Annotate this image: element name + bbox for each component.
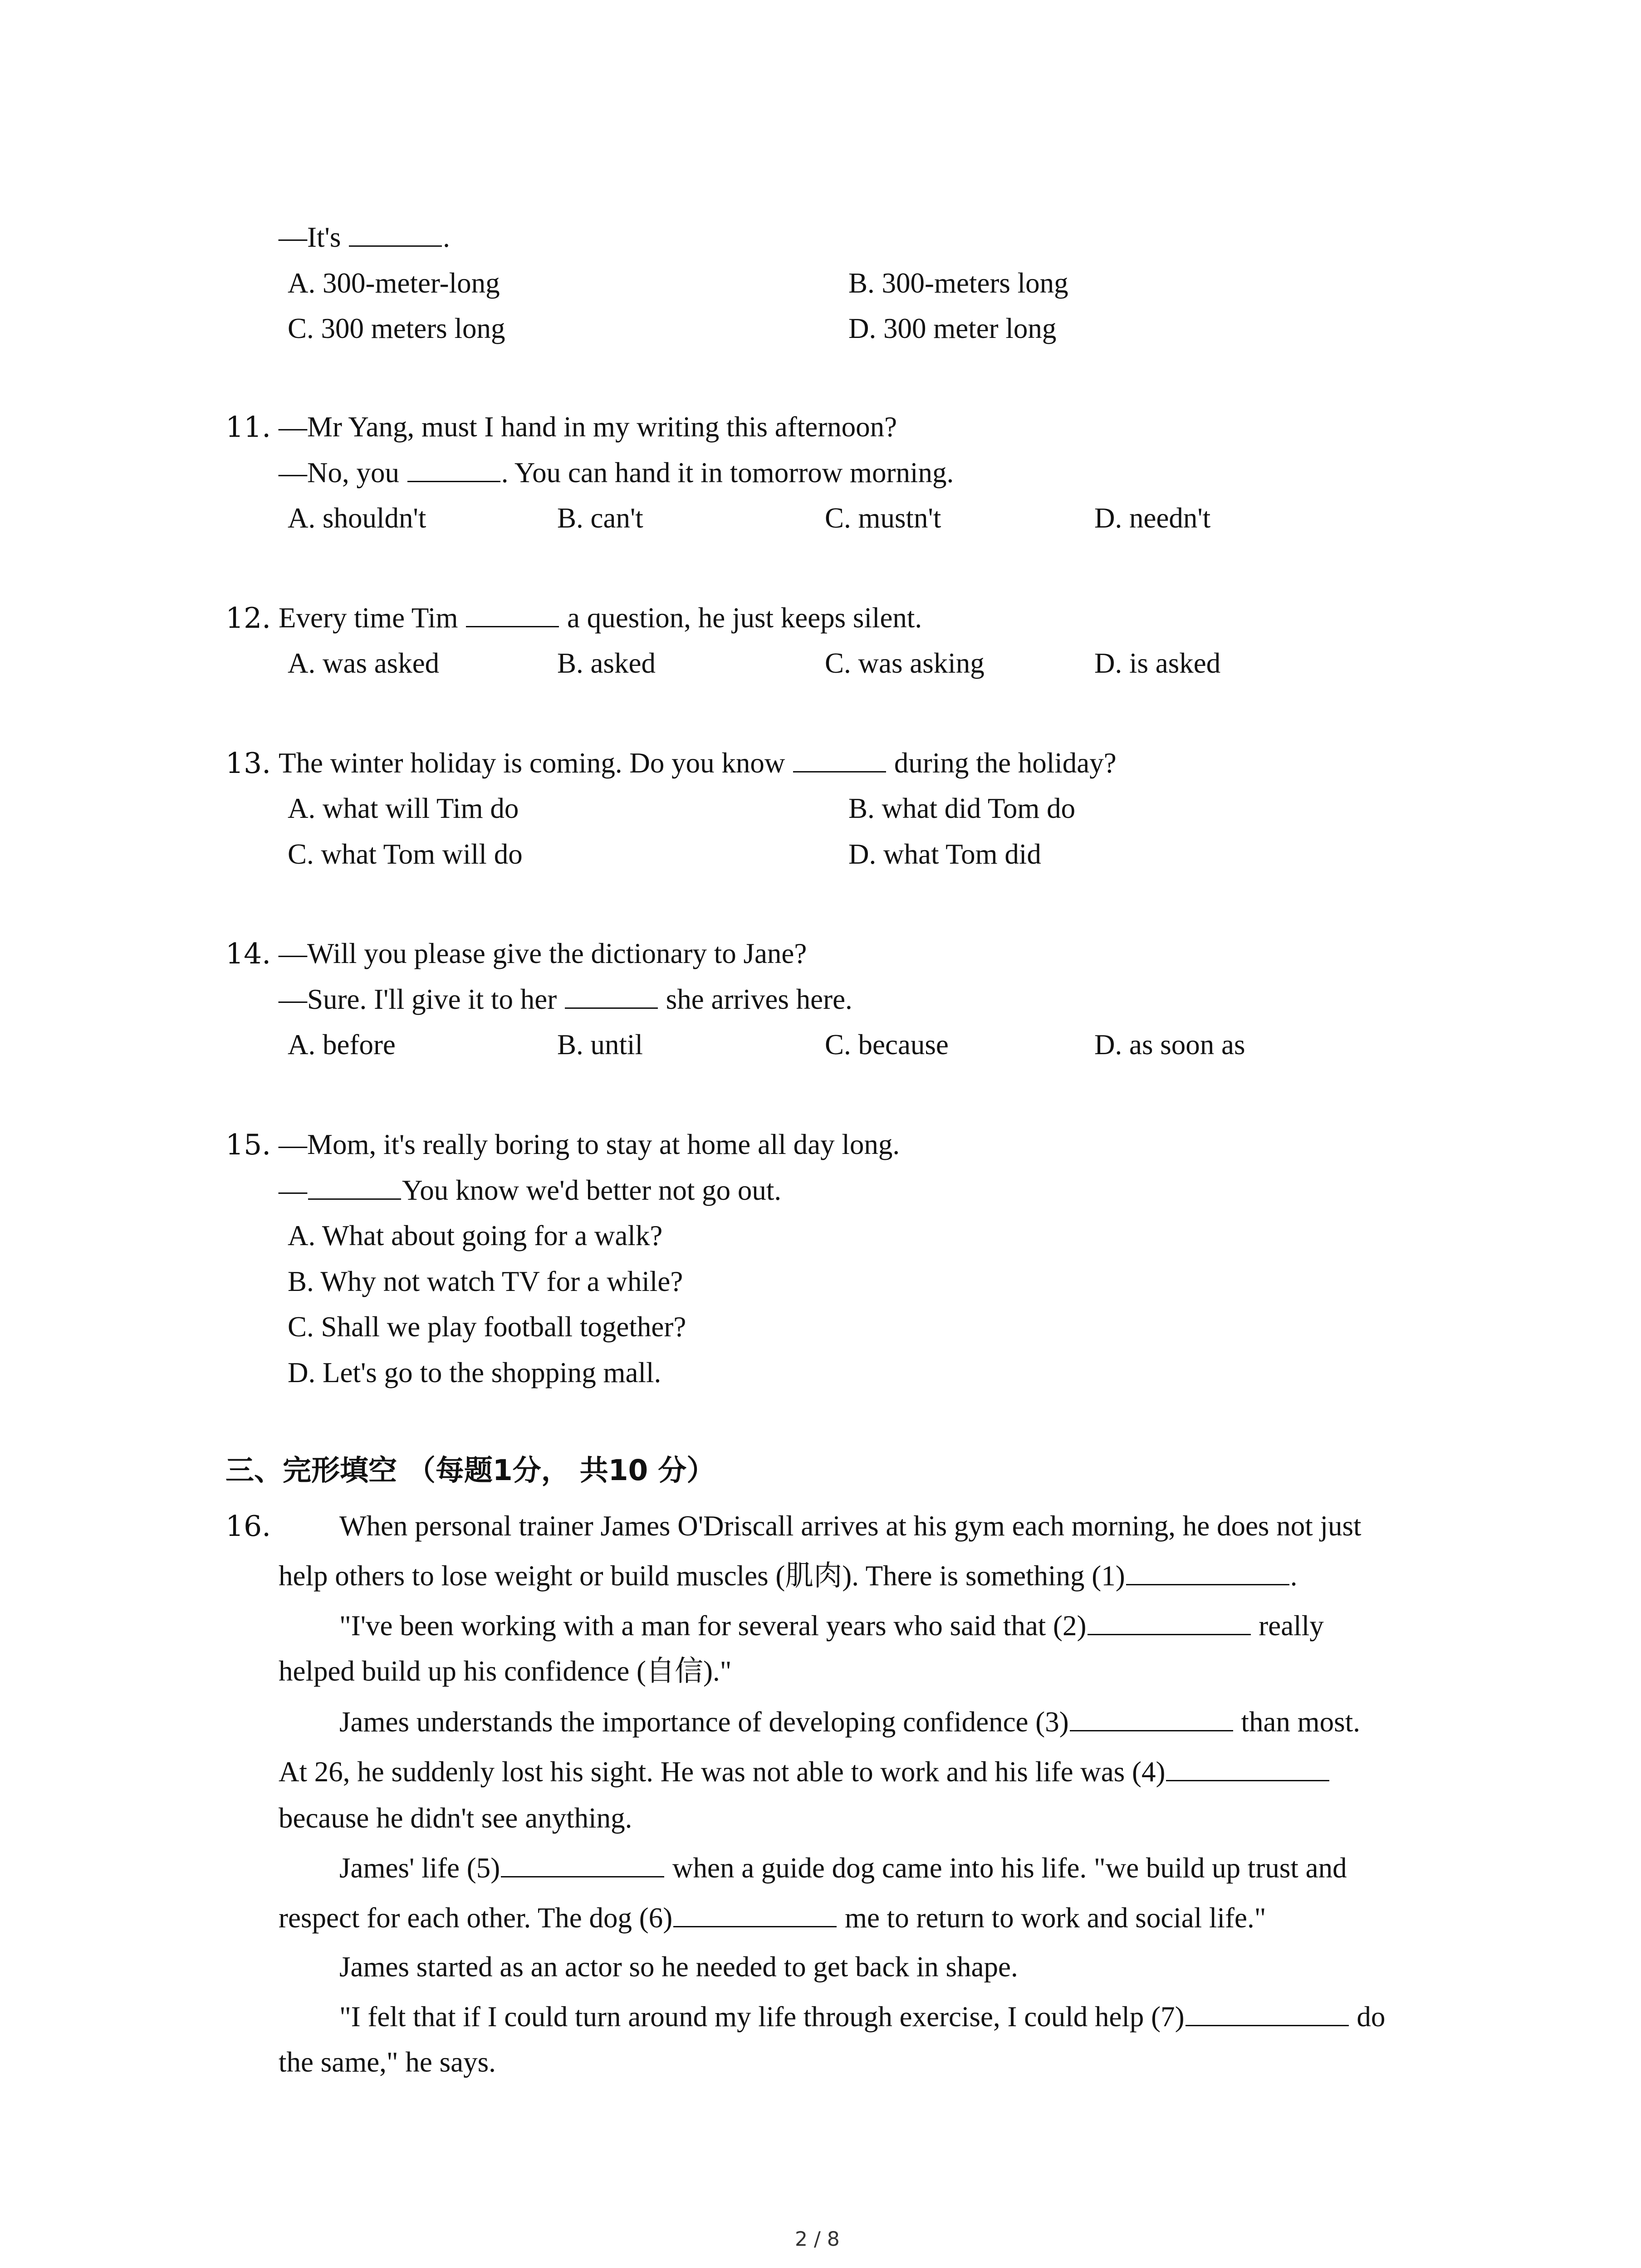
q11-line2: —No, you . You can hand it in tomorrow morning.	[279, 457, 954, 489]
q16-p6-line2: the same," he says.	[279, 2046, 496, 2078]
q15-line1: —Mom, it's really boring to stay at home all day long.	[279, 1129, 900, 1160]
q12-line1: Every time Tim a question, he just keeps silent.	[279, 602, 922, 634]
q16-number: 16.	[225, 1510, 271, 1543]
q14-line1: —Will you please give the dictionary to Jane?	[279, 938, 807, 969]
page-number: 2 / 8	[795, 2228, 840, 2251]
q12-blank[interactable]	[466, 626, 559, 627]
q16-p2-line1: "I've been working with a man for several years who said that (2) really	[339, 1610, 1324, 1642]
q15-number: 15.	[225, 1128, 271, 1161]
q11-option-a[interactable]: A. shouldn't	[288, 502, 426, 534]
q12-option-a[interactable]: A. was asked	[288, 647, 440, 679]
q11-option-c[interactable]: C. mustn't	[825, 502, 941, 534]
q14-number: 14.	[225, 937, 271, 970]
q14-blank[interactable]	[565, 1007, 658, 1009]
q10-option-b[interactable]: B. 300-meters long	[848, 267, 1068, 299]
q16-p4-line2: respect for each other. The dog (6) me to return to work and social life."	[279, 1902, 1266, 1934]
q16-p2-line2: helped build up his confidence (自信)."	[279, 1655, 732, 1687]
q11-option-b[interactable]: B. can't	[557, 502, 643, 534]
q15-blank[interactable]	[308, 1198, 401, 1200]
section-heading-cloze: 三、完形填空 （每题1分， 共10 分）	[225, 1454, 715, 1487]
q15-option-c[interactable]: C. Shall we play football together?	[288, 1311, 686, 1343]
q16-p6-line1: "I felt that if I could turn around my life through exercise, I could help (7) do	[339, 2001, 1386, 2033]
q11-number: 11.	[225, 411, 271, 444]
q10-option-c[interactable]: C. 300 meters long	[288, 313, 505, 344]
q15-option-d[interactable]: D. Let's go to the shopping mall.	[288, 1357, 661, 1388]
q10-option-a[interactable]: A. 300-meter-long	[288, 267, 500, 299]
q12-option-c[interactable]: C. was asking	[825, 647, 985, 679]
q14-line2: —Sure. I'll give it to her she arrives here.	[279, 983, 852, 1015]
q12-option-b[interactable]: B. asked	[557, 647, 656, 679]
q13-option-c[interactable]: C. what Tom will do	[288, 838, 523, 870]
q11-option-d[interactable]: D. needn't	[1094, 502, 1211, 534]
q13-blank[interactable]	[793, 771, 886, 772]
q14-option-d[interactable]: D. as soon as	[1094, 1029, 1245, 1061]
cloze-blank-3[interactable]	[1070, 1730, 1233, 1731]
cloze-blank-2[interactable]	[1087, 1633, 1251, 1635]
q16-p1-line2: help others to lose weight or build muscles (肌肉). There is something (1) .	[279, 1560, 1298, 1592]
cloze-blank-5[interactable]	[501, 1876, 664, 1877]
q16-p4-line1: James' life (5) when a guide dog came into his life. "we build up trust and	[339, 1852, 1347, 1884]
q13-line1: The winter holiday is coming. Do you know during the holiday?	[279, 747, 1117, 779]
q13-option-b[interactable]: B. what did Tom do	[848, 792, 1076, 824]
q16-p3-line3: because he didn't see anything.	[279, 1802, 632, 1834]
q14-option-b[interactable]: B. until	[557, 1029, 643, 1061]
q13-option-d[interactable]: D. what Tom did	[848, 838, 1041, 870]
cloze-blank-1[interactable]	[1126, 1584, 1289, 1585]
q15-option-a[interactable]: A. What about going for a walk?	[288, 1220, 663, 1251]
q10-answer-line: —It's .	[279, 221, 450, 253]
q13-option-a[interactable]: A. what will Tim do	[288, 792, 519, 824]
q12-number: 12.	[225, 601, 271, 635]
q15-line2: — You know we'd better not go out.	[279, 1174, 782, 1206]
q10-blank[interactable]	[349, 245, 442, 247]
q16-p1-line1: When personal trainer James O'Driscall arrives at his gym each morning, he does not just	[339, 1510, 1362, 1542]
cloze-blank-6[interactable]	[673, 1926, 837, 1927]
q11-line1: —Mr Yang, must I hand in my writing this afternoon?	[279, 411, 897, 443]
q16-p3-line1: James understands the importance of developing confidence (3) than most.	[339, 1706, 1360, 1738]
cloze-blank-7[interactable]	[1185, 2024, 1349, 2026]
q14-option-c[interactable]: C. because	[825, 1029, 949, 1061]
q15-option-b[interactable]: B. Why not watch TV for a while?	[288, 1266, 683, 1297]
q10-option-d[interactable]: D. 300 meter long	[848, 313, 1057, 344]
q11-blank[interactable]	[407, 480, 500, 482]
q14-option-a[interactable]: A. before	[288, 1029, 396, 1061]
cloze-blank-4[interactable]	[1166, 1779, 1329, 1781]
q16-p3-line2: At 26, he suddenly lost his sight. He was not able to work and his life was (4)	[279, 1758, 1330, 1786]
q12-option-d[interactable]: D. is asked	[1094, 647, 1221, 679]
q16-p5: James started as an actor so he needed to get back in shape.	[339, 1951, 1018, 1983]
q13-number: 13.	[225, 747, 271, 780]
